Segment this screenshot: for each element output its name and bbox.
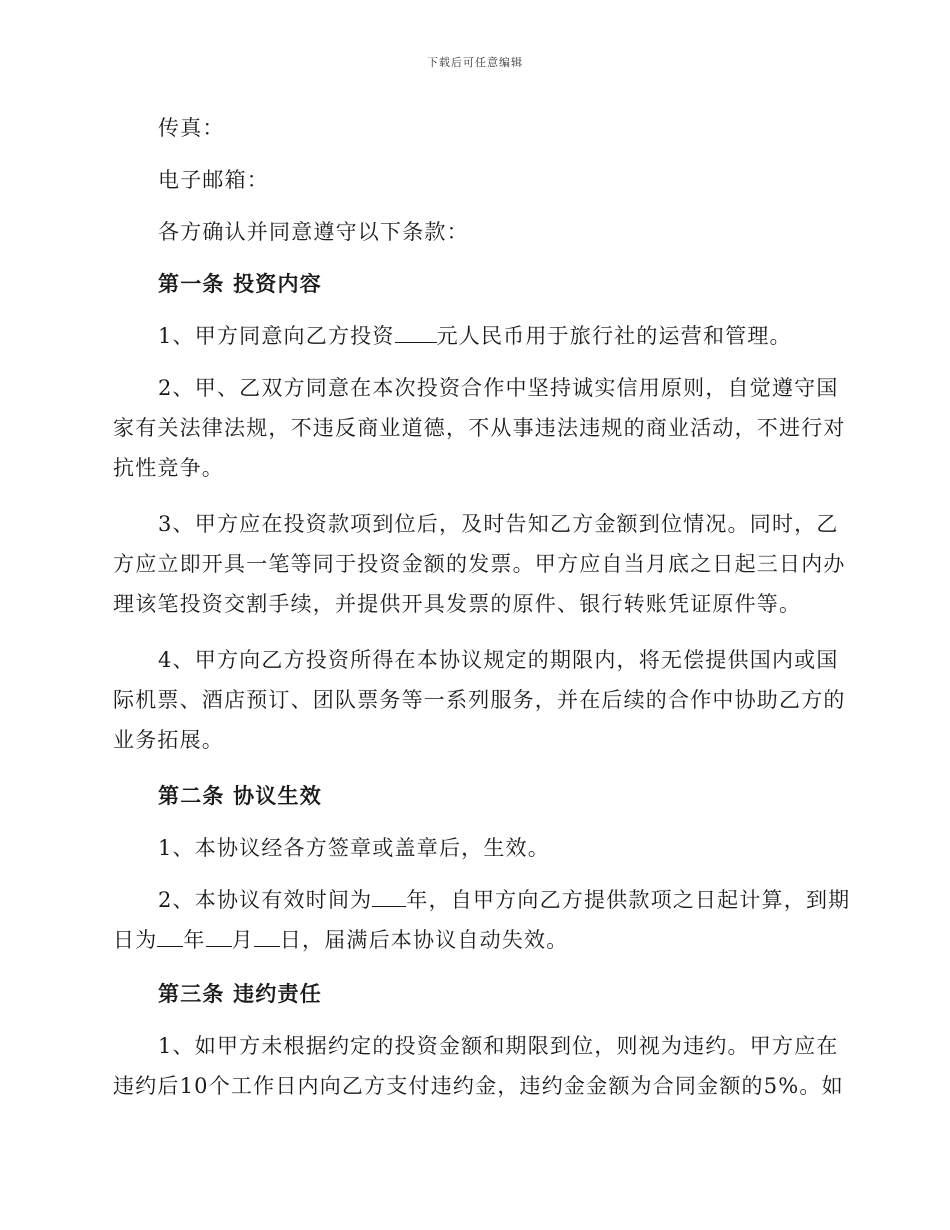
header-note: 下载后可任意编辑 xyxy=(427,56,523,69)
article2-p2-line1 xyxy=(158,886,850,914)
article2-p2-line2 xyxy=(113,926,568,954)
article1-p3-line1: 3、甲方应在投资款项到位后，及时告知乙方金额到位情况。同时，乙 xyxy=(158,512,839,536)
article1-p3-line2: 方应立即开具一笔等同于投资金额的发票。甲方应自当月底之日起三日内办 xyxy=(113,552,846,576)
expiry-day-blank xyxy=(254,926,280,947)
intro-line: 各方确认并同意遵守以下条款： xyxy=(158,220,469,244)
article2-p1: 1、本协议经各方签章或盖章后，生效。 xyxy=(158,836,550,860)
expiry-year-blank xyxy=(157,926,183,947)
article1-p2-line1: 2、甲、乙双方同意在本次投资合作中坚持诚实信用原则，自觉遵守国 xyxy=(158,376,839,400)
expiry-month-blank xyxy=(206,926,232,947)
article2-p2-text-f: 日，届满后本协议自动失效。 xyxy=(279,928,569,952)
article3-title: 第三条 违约责任 xyxy=(158,981,322,1006)
article1-p3-line3: 理该笔投资交割手续，并提供开具发票的原件、银行转账凭证原件等。 xyxy=(113,592,802,616)
email-line: 电子邮箱： xyxy=(158,168,269,192)
article2-p2-text-b: 年，自甲方向乙方提供款项之日起计算，到期 xyxy=(406,888,851,912)
article1-p1 xyxy=(158,322,792,350)
article1-p1-text-a: 1、甲方同意向乙方投资 xyxy=(158,324,395,348)
article1-p4-line2: 际机票、酒店预订、团队票务等一系列服务，并在后续的合作中协助乙方的 xyxy=(113,688,846,712)
article1-title: 第一条 投资内容 xyxy=(158,271,322,296)
years-blank xyxy=(372,886,406,907)
article2-p2-text-a: 2、本协议有效时间为 xyxy=(158,888,373,912)
article2-p2-text-c: 日为 xyxy=(113,928,158,952)
article1-p2-line3: 抗性竞争。 xyxy=(113,456,224,480)
article3-p1-line2: 违约后10个工作日内向乙方支付违约金，违约金金额为合同金额的5%。如 xyxy=(113,1074,844,1098)
fax-line: 传真： xyxy=(158,116,225,140)
article3-p1-line1: 1、如甲方未根据约定的投资金额和期限到位，则视为违约。甲方应在 xyxy=(158,1034,839,1058)
amount-blank xyxy=(395,322,437,343)
article1-p4-line3: 业务拓展。 xyxy=(113,728,224,752)
article1-p2-line2: 家有关法律法规，不违反商业道德，不从事违法违规的商业活动，不进行对 xyxy=(113,416,846,440)
article1-p1-text-b: 元人民币用于旅行社的运营和管理。 xyxy=(436,324,792,348)
article1-p4-line1: 4、甲方向乙方投资所得在本协议规定的期限内，将无偿提供国内或国 xyxy=(158,648,839,672)
article2-p2-text-e: 月 xyxy=(231,928,254,952)
article2-title: 第二条 协议生效 xyxy=(158,783,322,808)
article2-p2-text-d: 年 xyxy=(183,928,206,952)
